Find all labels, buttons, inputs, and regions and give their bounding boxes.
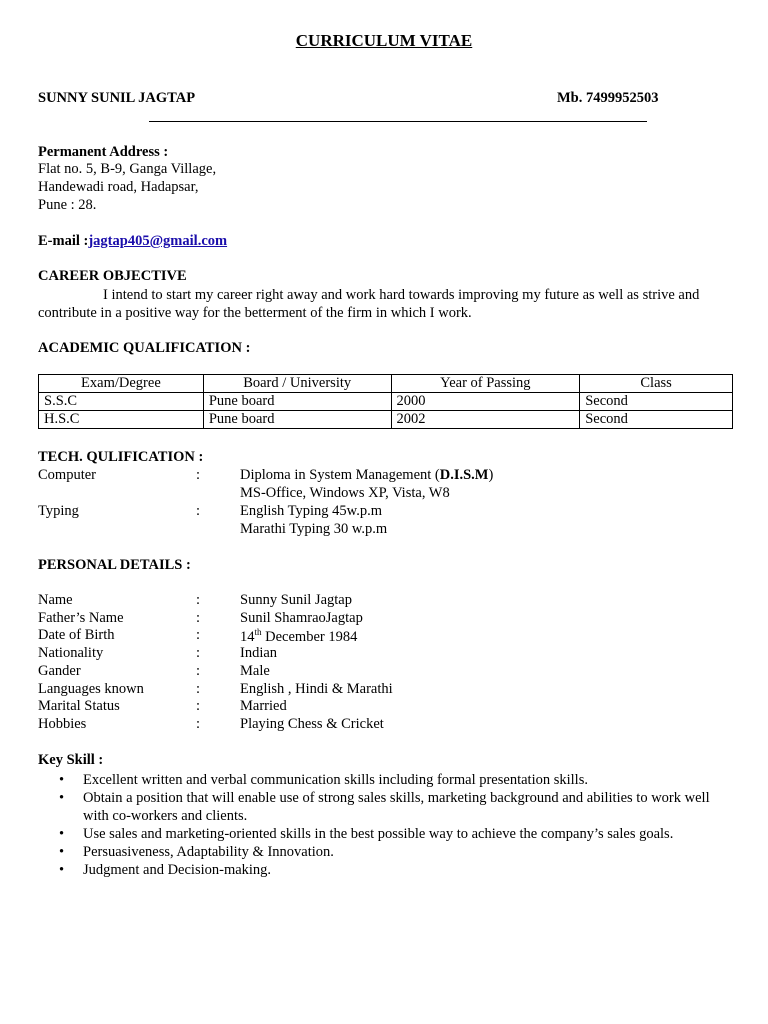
table-cell: 2002 <box>391 411 580 429</box>
list-item: • Obtain a position that will enable use of strong sales skills, marketing background and abilities to work well with co-workers and clients. <box>59 790 710 824</box>
bullet-icon: • <box>59 826 65 842</box>
colon: : <box>196 645 201 661</box>
table-row <box>39 393 733 411</box>
career-objective-text <box>38 286 738 322</box>
table-row <box>39 411 733 429</box>
bullet-icon: • <box>59 772 65 788</box>
personal-value: Sunny Sunil Jagtap <box>240 592 352 608</box>
colon: : <box>196 716 201 732</box>
column-header: Exam/Degree <box>39 375 204 393</box>
personal-label: Name <box>38 592 73 608</box>
personal-label: Date of Birth <box>38 627 115 643</box>
career-objective-body: I intend to start my career right away and work hard towards improving my future as well as strive and contribute in a positive way for the betterment of the firm in which I work. <box>38 287 700 321</box>
personal-value: Playing Chess & Cricket <box>240 716 384 732</box>
personal-value: Male <box>240 663 270 679</box>
bullet-icon: • <box>59 790 65 806</box>
colon: : <box>196 467 201 483</box>
personal-label: Gander <box>38 663 81 679</box>
address-line-2: Handewadi road, Hadapsar, <box>38 179 199 195</box>
address-heading: Permanent Address : <box>38 144 169 160</box>
table-cell: H.S.C <box>39 411 204 429</box>
personal-heading: PERSONAL DETAILS : <box>38 557 191 573</box>
tech-typing-value-2: Marathi Typing 30 w.p.m <box>240 521 388 537</box>
tech-typing-label: Typing <box>38 503 79 519</box>
tech-computer-value: Diploma in System Management (D.I.S.M) <box>240 467 494 483</box>
list-item: • Judgment and Decision-making. <box>59 862 272 878</box>
list-item: • Persuasiveness, Adaptability & Innovation. <box>59 844 334 860</box>
colon: : <box>196 681 201 697</box>
colon: : <box>196 503 201 519</box>
colon: : <box>196 610 201 626</box>
colon: : <box>196 627 201 643</box>
personal-label: Languages known <box>38 681 144 697</box>
colon: : <box>196 592 201 608</box>
column-header: Class <box>580 375 733 393</box>
candidate-name: SUNNY SUNIL JAGTAP <box>38 90 196 106</box>
personal-label: Marital Status <box>38 698 120 714</box>
tech-computer-value-2: MS-Office, Windows XP, Vista, W8 <box>240 485 450 501</box>
academic-table <box>38 374 733 429</box>
tech-heading: TECH. QULIFICATION : <box>38 449 204 465</box>
personal-label: Nationality <box>38 645 104 661</box>
career-objective-heading: CAREER OBJECTIVE <box>38 268 187 284</box>
address-line-3: Pune : 28. <box>38 197 97 213</box>
personal-label: Father’s Name <box>38 610 124 626</box>
table-cell: 2000 <box>391 393 580 411</box>
bullet-icon: • <box>59 844 65 860</box>
mobile-number: Mb. 7499952503 <box>557 90 659 106</box>
personal-label: Hobbies <box>38 716 87 732</box>
table-cell: Pune board <box>203 393 391 411</box>
academic-heading: ACADEMIC QUALIFICATION : <box>38 340 251 356</box>
list-item: • Excellent written and verbal communication skills including formal presentation skills. <box>59 772 588 788</box>
column-header: Board / University <box>203 375 391 393</box>
list-item: • Use sales and marketing-oriented skills in the best possible way to achieve the company’s sales goals. <box>59 826 674 842</box>
header-divider <box>149 121 647 122</box>
tech-typing-value: English Typing 45w.p.m <box>240 503 382 519</box>
key-skill-list <box>38 771 738 879</box>
address-line-1: Flat no. 5, B-9, Ganga Village, <box>38 161 217 177</box>
key-skill-heading: Key Skill : <box>38 752 104 768</box>
personal-value: Sunil ShamraoJagtap <box>240 610 363 626</box>
personal-value: Married <box>240 698 287 714</box>
email-label: E-mail : <box>38 233 89 249</box>
document-title: CURRICULUM VITAE <box>295 31 473 50</box>
email-link[interactable]: jagtap405@gmail.com <box>88 233 228 249</box>
personal-value: 14th December 1984 <box>240 627 358 645</box>
bullet-icon: • <box>59 862 65 878</box>
colon: : <box>196 698 201 714</box>
table-cell: Second <box>580 393 733 411</box>
table-cell: S.S.C <box>39 393 204 411</box>
personal-value: Indian <box>240 645 278 661</box>
table-header-row <box>39 375 733 393</box>
tech-computer-label: Computer <box>38 467 96 483</box>
personal-value: English , Hindi & Marathi <box>240 681 393 697</box>
table-cell: Second <box>580 411 733 429</box>
email-row <box>38 233 227 250</box>
column-header: Year of Passing <box>391 375 580 393</box>
colon: : <box>196 663 201 679</box>
table-cell: Pune board <box>203 411 391 429</box>
